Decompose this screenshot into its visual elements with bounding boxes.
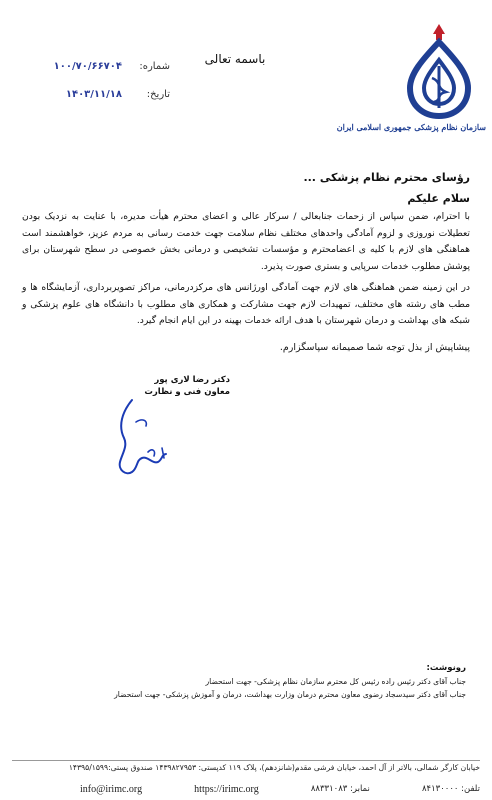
greeting: سلام علیکم: [407, 191, 470, 205]
letter-body: [22, 170, 470, 335]
signer-title: معاون فنی و نظارت: [144, 387, 230, 397]
cc-line: جناب آقای دکتر سیدسجاد رضوی معاون محترم درمان وزارت بهداشت، درمان و آموزش پزشکی- جهت استحضار: [114, 690, 466, 699]
signer-name: دکتر رضا لاری پور: [154, 375, 230, 385]
footer-email: info@irimc.org: [80, 783, 143, 795]
body-paragraph: در این زمینه ضمن هماهنگی های لازم جهت آمادگی اورژانس های مرکزدرمانی، مراکز تصویربرداری، آزمایشگاه ها و مطب های رشته های مختلف، تمهیدات لازم جهت مشارکت و همکاری های مطلوب با دانشگاه های علوم پزشکی و شبکه های بهداشت و درمان شهرستان با هدف ارائه خدمات بهینه در این ایام انجام گیرد.: [22, 282, 470, 326]
iran-medical-council-emblem-icon: [404, 22, 474, 120]
closing-line: پیشاپیش از بذل توجه شما صمیمانه سپاسگزارم.: [279, 342, 470, 353]
addressee: رؤسای محترم نظام پزشکی ...: [303, 171, 470, 184]
letter-number-row: [30, 52, 170, 80]
number-value: ۱۰۰/۷۰/۶۶۷۰۴: [53, 60, 122, 72]
letter-date-row: [30, 80, 170, 108]
cc-block: [30, 662, 466, 701]
footer-phone: تلفن: ۸۴۱۳۰۰۰۰: [421, 784, 480, 794]
footer-address: خیابان کارگر شمالی، بالاتر از آل احمد، خیابان فرشی مقدم(شانزدهم)، پلاک ۱۱۹ کدپستی: ۱۴۳۹۸۲۷۹۵۳ صندوق پستی:۱۴۳۹۵/۱۵۹۹: [68, 763, 480, 772]
footer-website: https://irimc.org: [194, 783, 259, 795]
handwritten-signature-icon: [92, 392, 192, 482]
cc-title: رونوشت:: [426, 663, 466, 673]
footer-divider: [12, 760, 480, 761]
body-paragraph: با احترام، ضمن سپاس از زحمات جنابعالی / سرکار عالی و اعضای محترم هیأت مدیره، با عنایت به نزدیک بودن تعطیلات نوروزی و لزوم آمادگی واحدهای مختلف نظام سلامت جهت خدمت رسانی به مردم عزیز، خواهشمند است هماهنگی های لازم با کلیه ی اعضامحترم و مؤسسات تشخیصی و درمانی بخش خصوصی در سطح شهرستان برای پوشش مطلوب خدمات سرپایی و بستری صورت پذیرد.: [22, 211, 470, 272]
org-name: سازمان نظام پزشکی جمهوری اسلامی ایران: [336, 122, 486, 132]
letter-meta: [30, 52, 170, 108]
footer-fax: نمابر: ۸۸۳۳۱۰۸۳: [310, 784, 370, 794]
number-label: شماره:: [139, 60, 170, 72]
date-value: ۱۴۰۳/۱۱/۱۸: [65, 88, 122, 100]
bismillah-heading: باسمه تعالی: [204, 52, 266, 66]
footer-contacts: [80, 782, 480, 796]
date-label: تاریخ:: [146, 88, 170, 100]
cc-line: جناب آقای دکتر رئیس راده رئیس کل محترم سازمان نظام پزشکی- جهت استحضار: [205, 677, 466, 686]
